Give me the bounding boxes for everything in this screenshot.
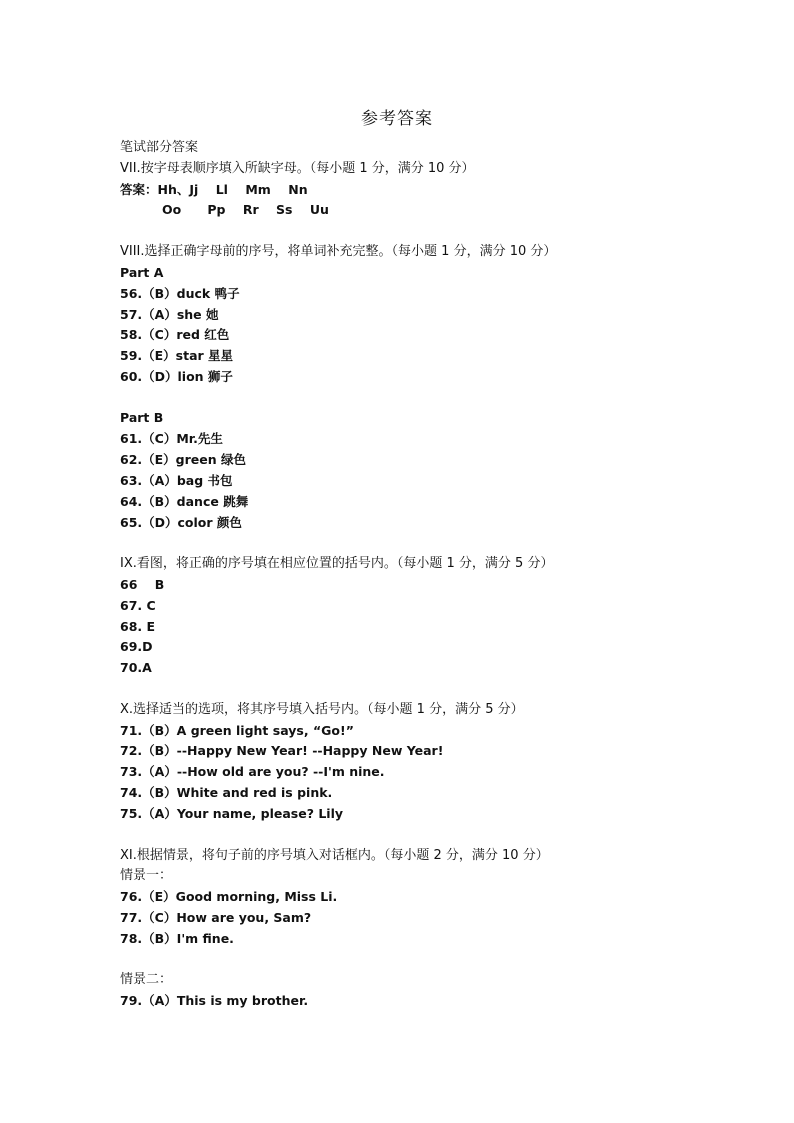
answer-item: 66 B (120, 577, 165, 592)
answer-item: 73.（A）--How old are you? --I'm nine. (120, 764, 385, 779)
page-title: 参考答案 (361, 109, 433, 129)
section-10-heading: X.选择适当的选项，将其序号填入括号内。（每小题 1 分，满分 5 分） (120, 702, 524, 717)
answer-item: 69.D (120, 639, 153, 654)
answer-item: 63.（A）bag 书包 (120, 473, 233, 488)
answer-item: 78.（B）I'm fine. (120, 931, 234, 946)
answer-item: 74.（B）White and red is pink. (120, 785, 333, 800)
answer-item: 60.（D）lion 狮子 (120, 369, 233, 384)
answer-item: 58.（C）red 红色 (120, 327, 230, 342)
section-7-answer-line-2: Oo Pp Rr Ss Uu (162, 202, 329, 217)
answer-item: 62.（E）green 绿色 (120, 452, 247, 467)
answer-item: 65.（D）color 颜色 (120, 515, 242, 530)
section-8-part-a-label: Part A (120, 265, 164, 280)
answer-item: 71.（B）A green light says, “Go!” (120, 723, 354, 738)
answer-item: 77.（C）How are you, Sam? (120, 910, 312, 925)
scene-2-label: 情景二： (120, 972, 173, 987)
scene-1-label: 情景一： (120, 868, 173, 883)
section-7-heading: VII.按字母表顺序填入所缺字母。（每小题 1 分，满分 10 分） (120, 161, 475, 176)
answer-item: 75.（A）Your name, please? Lily (120, 806, 344, 821)
section-7-answer-line-1: 答案：Hh、Jj Ll Mm Nn (120, 182, 308, 197)
answer-item: 76.（E）Good morning, Miss Li. (120, 889, 338, 904)
answer-item: 72.（B）--Happy New Year! --Happy New Year! (120, 743, 444, 758)
section-subtitle: 笔试部分答案 (120, 140, 199, 155)
answer-item: 57.（A）she 她 (120, 307, 219, 322)
section-9-heading: IX.看图，将正确的序号填在相应位置的括号内。（每小题 1 分，满分 5 分） (120, 556, 554, 571)
section-8-part-b-label: Part B (120, 410, 164, 425)
section-11-heading: XI.根据情景，将句子前的序号填入对话框内。（每小题 2 分，满分 10 分） (120, 848, 549, 863)
answer-item: 64.（B）dance 跳舞 (120, 494, 249, 509)
answer-item: 67. C (120, 598, 156, 613)
section-8-heading: VIII.选择正确字母前的序号，将单词补充完整。（每小题 1 分，满分 10 分） (120, 244, 557, 259)
answer-item: 59.（E）star 星星 (120, 348, 234, 363)
answer-item: 61.（C）Mr.先生 (120, 431, 223, 446)
answer-item: 79.（A）This is my brother. (120, 993, 309, 1008)
answer-item: 56.（B）duck 鸭子 (120, 286, 240, 301)
answer-item: 68. E (120, 619, 156, 634)
answer-item: 70.A (120, 660, 152, 675)
